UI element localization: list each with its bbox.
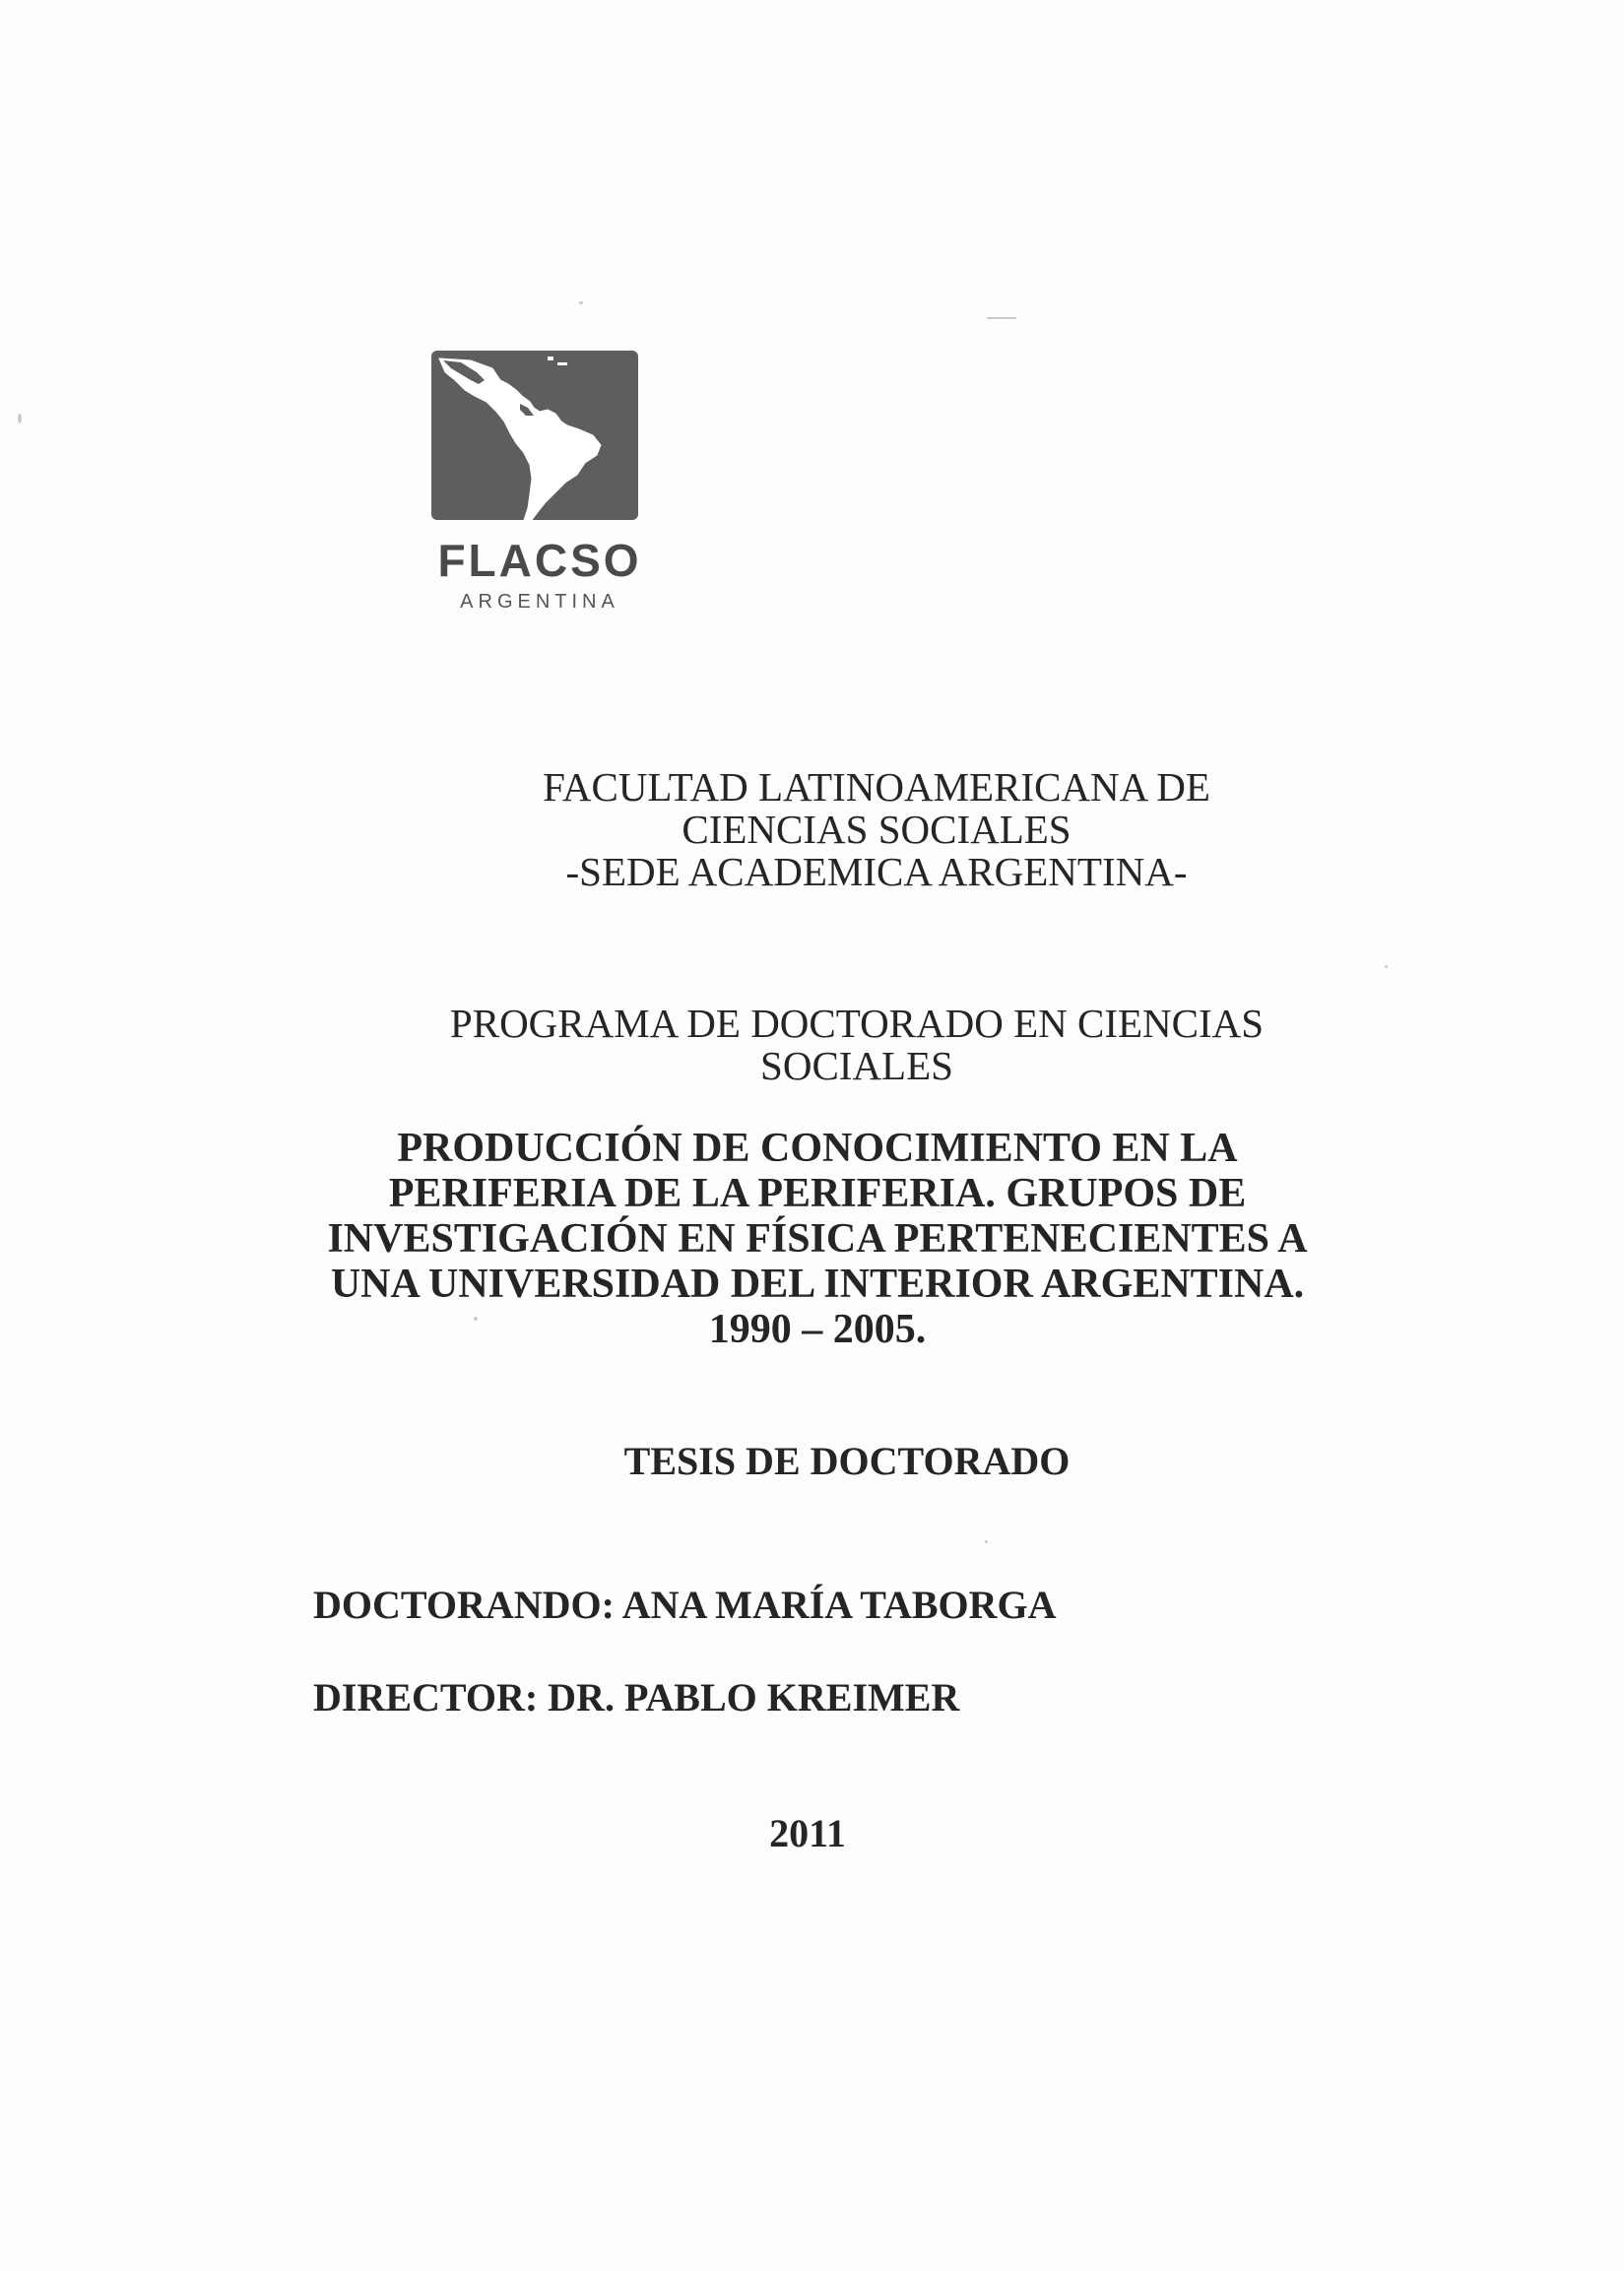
thesis-title-line-4: UNA UNIVERSIDAD DEL INTERIOR ARGENTINA. [330, 1262, 1305, 1307]
institution-line-2: CIENCIAS SOCIALES [682, 807, 1072, 852]
scan-speck [579, 301, 583, 304]
thesis-title-line-2: PERIFERIA DE LA PERIFERIA. GRUPOS DE [388, 1171, 1247, 1216]
latin-america-map-icon [431, 351, 638, 520]
thesis-title-line-5: 1990 – 2005. [708, 1307, 927, 1352]
director-line: DIRECTOR: DR. PABLO KREIMER [313, 1675, 960, 1719]
scan-speck [985, 1540, 988, 1543]
logo-subtitle: ARGENTINA [460, 591, 619, 613]
flacso-logo [423, 351, 656, 621]
program-heading [394, 1003, 1320, 1087]
thesis-title-line-3: INVESTIGACIÓN EN FÍSICA PERTENECIENTES A [327, 1216, 1308, 1262]
scan-speck [987, 317, 1016, 319]
program-line-1: PROGRAMA DE DOCTORADO EN CIENCIAS [449, 1001, 1265, 1046]
doctorando-line: DOCTORANDO: ANA MARÍA TABORGA [313, 1583, 1057, 1627]
scan-speck [18, 414, 22, 423]
scan-speck [1385, 965, 1388, 968]
year: 2011 [769, 1811, 846, 1855]
logo-name: FLACSO [437, 535, 642, 586]
program-line-2: SOCIALES [760, 1043, 953, 1088]
thesis-title [295, 1126, 1339, 1352]
institution-line-1: FACULTAD LATINOAMERICANA DE [543, 764, 1210, 810]
institution-heading [433, 766, 1320, 893]
institution-line-3: -SEDE ACADEMICA ARGENTINA- [565, 849, 1188, 894]
document-type [571, 1440, 1123, 1483]
thesis-title-line-1: PRODUCCIÓN DE CONOCIMIENTO EN LA [397, 1126, 1238, 1171]
document-type-label: TESIS DE DOCTORADO [623, 1439, 1071, 1483]
